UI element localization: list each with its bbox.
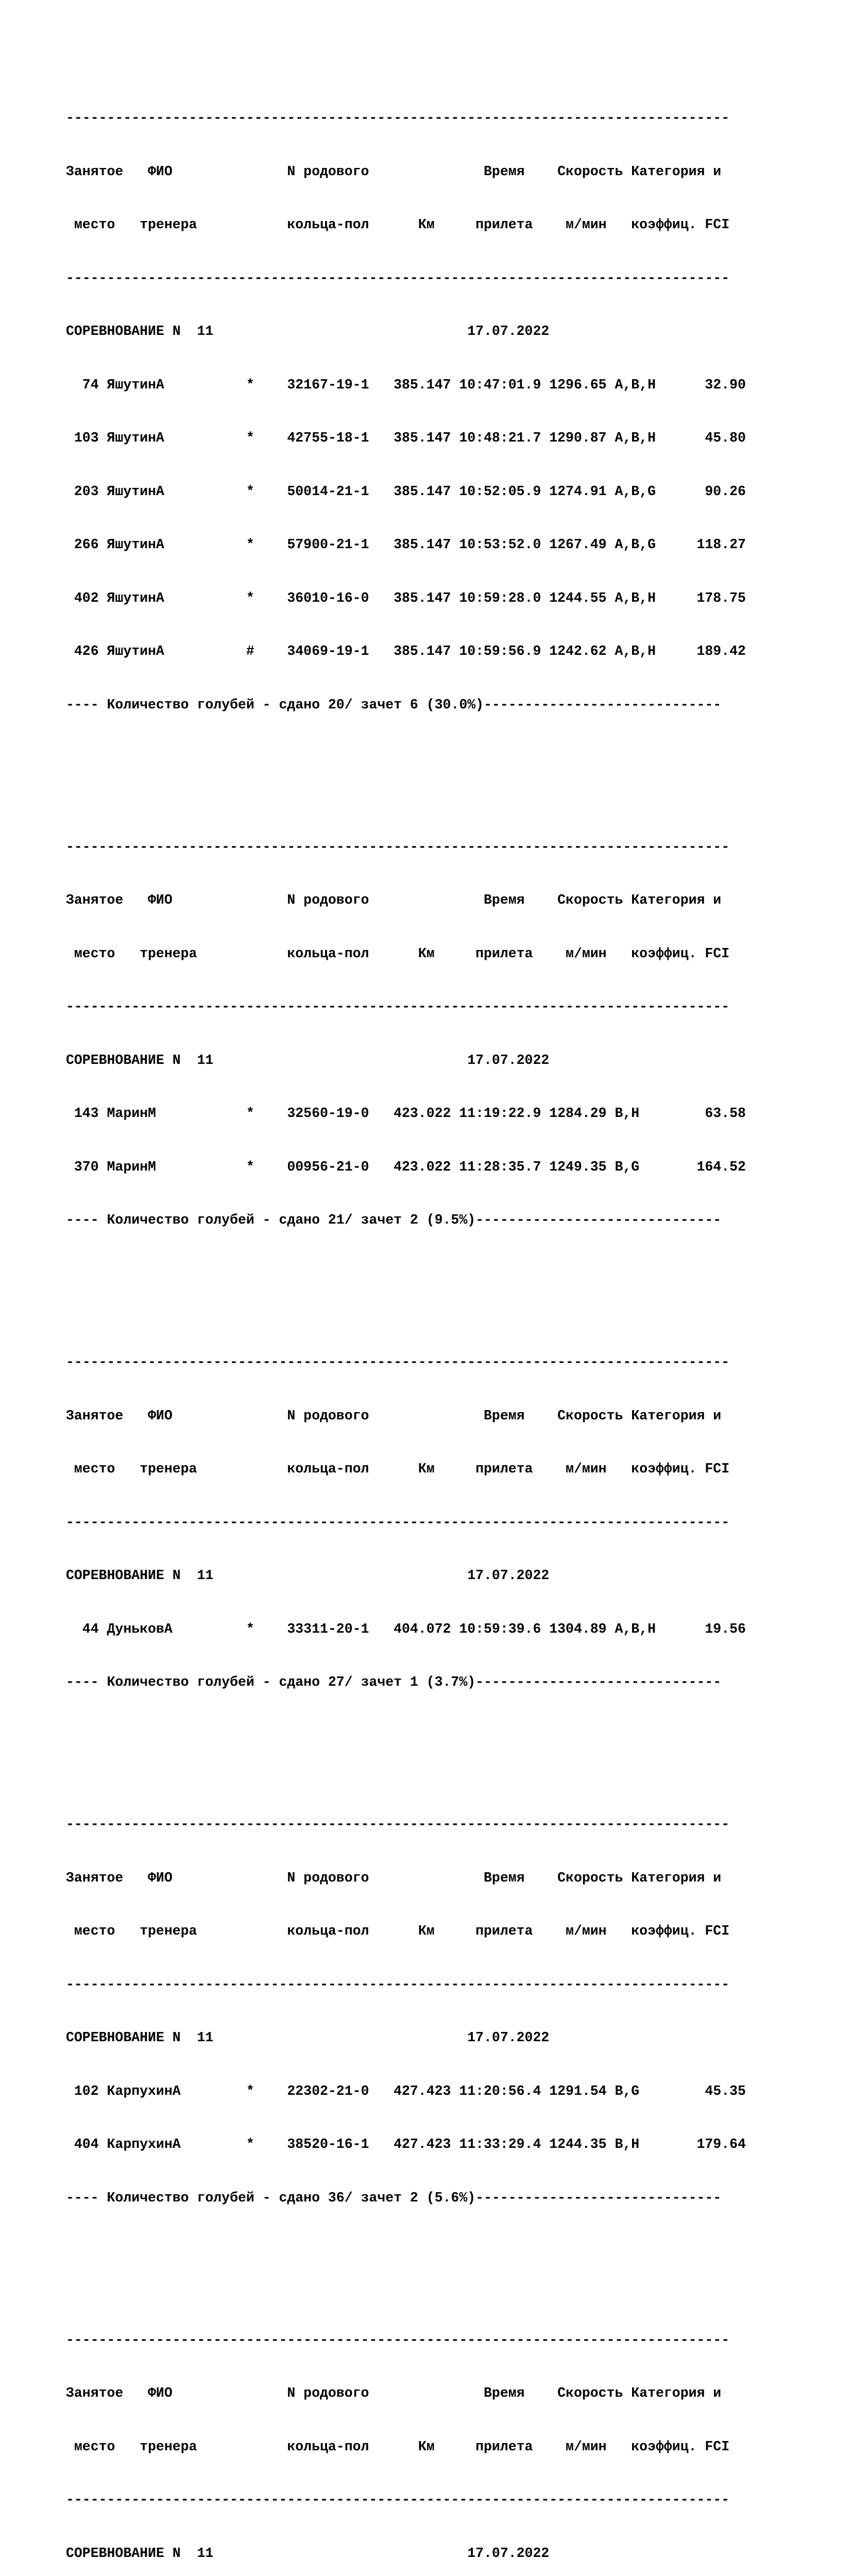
divider: --------------------------------------------------------------------------------- [66, 2491, 746, 2509]
result-row: 203 ЯшутинА * 50014-21-1 385.147 10:52:05.9 1274.91 A,B,G 90.26 [66, 483, 746, 501]
section-title: СОРЕВНОВАНИЕ N 11 17.07.2022 [66, 1052, 746, 1070]
result-row: 426 ЯшутинА # 34069-19-1 385.147 10:59:56.9 1242.62 A,B,H 189.42 [66, 642, 746, 660]
divider: --------------------------------------------------------------------------------- [66, 998, 746, 1016]
section-summary: ---- Количество голубей - сдано 21/ зачет 2 (9.5%)------------------------------ [66, 1211, 746, 1229]
section-title: СОРЕВНОВАНИЕ N 11 17.07.2022 [66, 1567, 746, 1585]
section-5 [66, 2296, 746, 2576]
result-row: 143 МаринМ * 32560-19-0 423.022 11:19:22.9 1284.29 B,H 63.58 [66, 1105, 746, 1123]
header-line-2: место тренера кольца-пол Км прилета м/мин коэффиц. FCI [66, 1460, 746, 1478]
result-row: 102 КарпухинА * 22302-21-0 427.423 11:20:56.4 1291.54 B,G 45.35 [66, 2082, 746, 2100]
section-title: СОРЕВНОВАНИЕ N 11 17.07.2022 [66, 2029, 746, 2047]
section-2 [66, 803, 746, 1265]
header-line-1: Занятое ФИО N родового Время Скорость Категория и [66, 163, 746, 181]
section-summary: ---- Количество голубей - сдано 27/ зачет 1 (3.7%)------------------------------ [66, 1673, 746, 1691]
result-row: 103 ЯшутинА * 42755-18-1 385.147 10:48:21.7 1290.87 A,B,H 45.80 [66, 429, 746, 447]
divider: --------------------------------------------------------------------------------- [66, 1816, 746, 1834]
divider: --------------------------------------------------------------------------------- [66, 1976, 746, 1994]
divider: --------------------------------------------------------------------------------- [66, 269, 746, 287]
section-title: СОРЕВНОВАНИЕ N 11 17.07.2022 [66, 2545, 746, 2563]
divider: --------------------------------------------------------------------------------- [66, 1514, 746, 1532]
header-line-2: место тренера кольца-пол Км прилета м/мин коэффиц. FCI [66, 2438, 746, 2456]
result-row: 402 ЯшутинА * 36010-16-0 385.147 10:59:28.0 1244.55 A,B,H 178.75 [66, 589, 746, 607]
header-line-1: Занятое ФИО N родового Время Скорость Категория и [66, 2384, 746, 2402]
section-1 [66, 74, 746, 749]
header-line-1: Занятое ФИО N родового Время Скорость Категория и [66, 1407, 746, 1425]
divider: --------------------------------------------------------------------------------- [66, 1353, 746, 1371]
header-line-1: Занятое ФИО N родового Время Скорость Категория и [66, 891, 746, 909]
section-3 [66, 1318, 746, 1727]
header-line-2: место тренера кольца-пол Км прилета м/мин коэффиц. FCI [66, 216, 746, 234]
result-row: 370 МаринМ * 00956-21-0 423.022 11:28:35.7 1249.35 B,G 164.52 [66, 1158, 746, 1176]
results-report [66, 38, 746, 2576]
section-summary: ---- Количество голубей - сдано 20/ зачет 6 (30.0%)----------------------------- [66, 696, 746, 714]
divider: --------------------------------------------------------------------------------- [66, 2331, 746, 2349]
result-row: 266 ЯшутинА * 57900-21-1 385.147 10:53:52.0 1267.49 A,B,G 118.27 [66, 536, 746, 554]
section-summary: ---- Количество голубей - сдано 36/ зачет 2 (5.6%)------------------------------ [66, 2189, 746, 2207]
header-line-2: место тренера кольца-пол Км прилета м/мин коэффиц. FCI [66, 945, 746, 963]
result-row: 44 ДуньковА * 33311-20-1 404.072 10:59:39.6 1304.89 A,B,H 19.56 [66, 1620, 746, 1638]
result-row: 404 КарпухинА * 38520-16-1 427.423 11:33:29.4 1244.35 B,H 179.64 [66, 2136, 746, 2154]
header-line-2: место тренера кольца-пол Км прилета м/мин коэффиц. FCI [66, 1922, 746, 1940]
header-line-1: Занятое ФИО N родового Время Скорость Категория и [66, 1869, 746, 1887]
result-row: 74 ЯшутинА * 32167-19-1 385.147 10:47:01.9 1296.65 A,B,H 32.90 [66, 376, 746, 394]
section-4 [66, 1780, 746, 2242]
divider: --------------------------------------------------------------------------------- [66, 838, 746, 856]
section-title: СОРЕВНОВАНИЕ N 11 17.07.2022 [66, 323, 746, 341]
divider: --------------------------------------------------------------------------------- [66, 109, 746, 127]
